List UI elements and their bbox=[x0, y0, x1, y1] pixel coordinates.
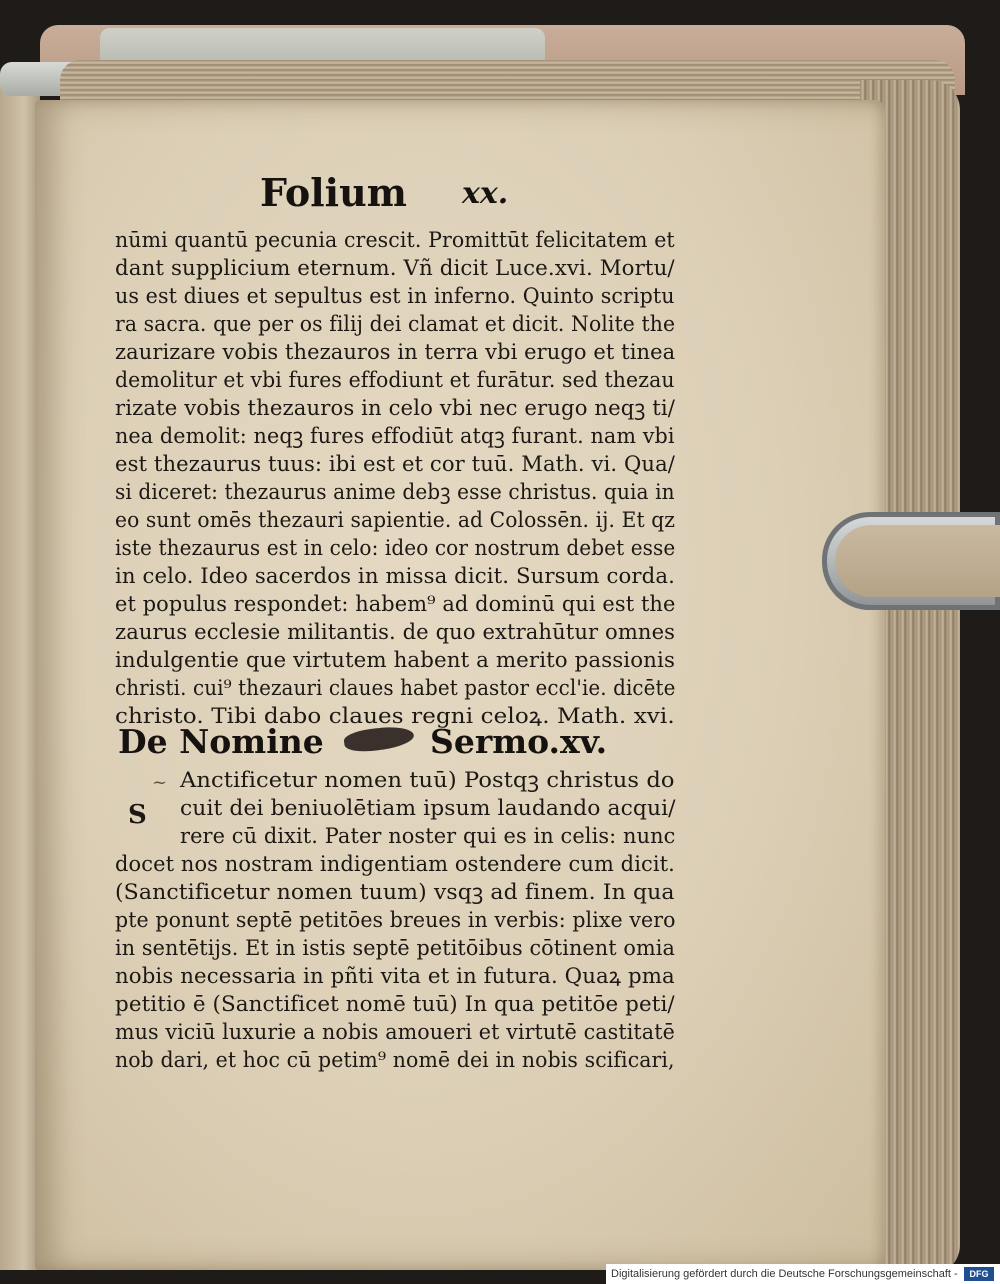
guide-mark: ~ bbox=[152, 772, 168, 793]
text-line: indulgentie que virtutem habent a merito passionis bbox=[115, 648, 676, 672]
clasp-opening bbox=[835, 525, 1000, 597]
text-line: cuit dei beniuolētiam ipsum laudando acqui/ bbox=[180, 796, 676, 820]
page-stack-top bbox=[60, 60, 955, 105]
text-line: iste thezaurus est in celo: ideo cor nostrum debet esse bbox=[115, 536, 676, 560]
initial-letter: S bbox=[128, 800, 147, 830]
digitization-footer bbox=[606, 1264, 1000, 1284]
footer-text: Digitalisierung gefördert durch die Deutsche Forschungsgemeinschaft - bbox=[611, 1268, 958, 1280]
text-line: christi. cui⁹ thezauri claues habet pastor eccl'ie. dicēte bbox=[115, 676, 676, 700]
text-line: (Sanctificetur nomen tuum) vsqꝫ ad finem. In qua bbox=[115, 880, 675, 904]
text-line: zaurus ecclesie militantis. de quo extrahūtur omnes bbox=[115, 620, 676, 644]
text-line: docet nos nostram indigentiam ostendere cum dicit. bbox=[115, 852, 675, 876]
text-line: us est diues et sepultus est in inferno. Quinto scriptu bbox=[115, 284, 675, 308]
text-line: si diceret: thezaurus anime debꝫ esse christus. quia in bbox=[115, 480, 675, 504]
dfg-logo: DFG bbox=[964, 1267, 994, 1281]
text-line: zaurizare vobis thezauros in terra vbi erugo et tinea bbox=[115, 340, 676, 364]
folio-number: xx. bbox=[462, 176, 509, 211]
text-line: rere cū dixit. Pater noster qui es in celis: nunc bbox=[180, 824, 676, 848]
section-heading-left: De Nomine bbox=[118, 722, 324, 761]
text-line: demolitur et vbi fures effodiunt et furātur. sed thezau bbox=[115, 368, 675, 392]
text-line: Anctificetur nomen tuū) Postqꝫ christus do bbox=[180, 768, 675, 792]
text-line: in sentētijs. Et in istis septē petitōibus cōtinent omia bbox=[115, 936, 675, 960]
text-line: nūmi quantū pecunia crescit. Promittūt felicitatem et bbox=[115, 228, 675, 252]
text-line: ra sacra. que per os filij dei clamat et dicit. Nolite the bbox=[115, 312, 676, 336]
text-line: rizate vobis thezauros in celo vbi nec erugo neqꝫ ti/ bbox=[115, 396, 675, 420]
text-line: pte ponunt septē petitōes breues in verbis: plixe vero bbox=[115, 908, 676, 932]
text-line: christo. Tibi dabo claues regni celoꝝ. Math. xvi. bbox=[115, 704, 675, 728]
text-line: mus viciū luxurie a nobis amoueri et virtutē castitatē bbox=[115, 1020, 675, 1044]
text-line: dant supplicium eternum. Vñ dicit Luce.xvi. Mortu/ bbox=[115, 256, 675, 280]
running-head: Folium bbox=[260, 170, 407, 215]
text-line: est thezaurus tuus: ibi est et cor tuū. Math. vi. Qua/ bbox=[115, 452, 676, 476]
left-page-edge bbox=[0, 80, 40, 1270]
text-line: nea demolit: neqꝫ fures effodiūt atqꝫ furant. nam vbi bbox=[115, 424, 675, 448]
text-line: eo sunt omēs thezauri sapientie. ad Colossēn. ij. Et qz bbox=[115, 508, 676, 532]
section-heading-right: Sermo.xv. bbox=[430, 722, 608, 761]
text-line: nobis necessaria in pñti vita et in futura. Quaꝝ pma bbox=[115, 964, 675, 988]
text-line: petitio ē (Sanctificet nomē tuū) In qua petitōe peti/ bbox=[115, 992, 675, 1016]
text-line: et populus respondet: habem⁹ ad dominū qui est the bbox=[115, 592, 676, 616]
text-line: in celo. Ideo sacerdos in missa dicit. Sursum corda. bbox=[115, 564, 675, 588]
text-line: nob dari, et hoc cū petim⁹ nomē dei in nobis scificari, bbox=[115, 1048, 675, 1072]
